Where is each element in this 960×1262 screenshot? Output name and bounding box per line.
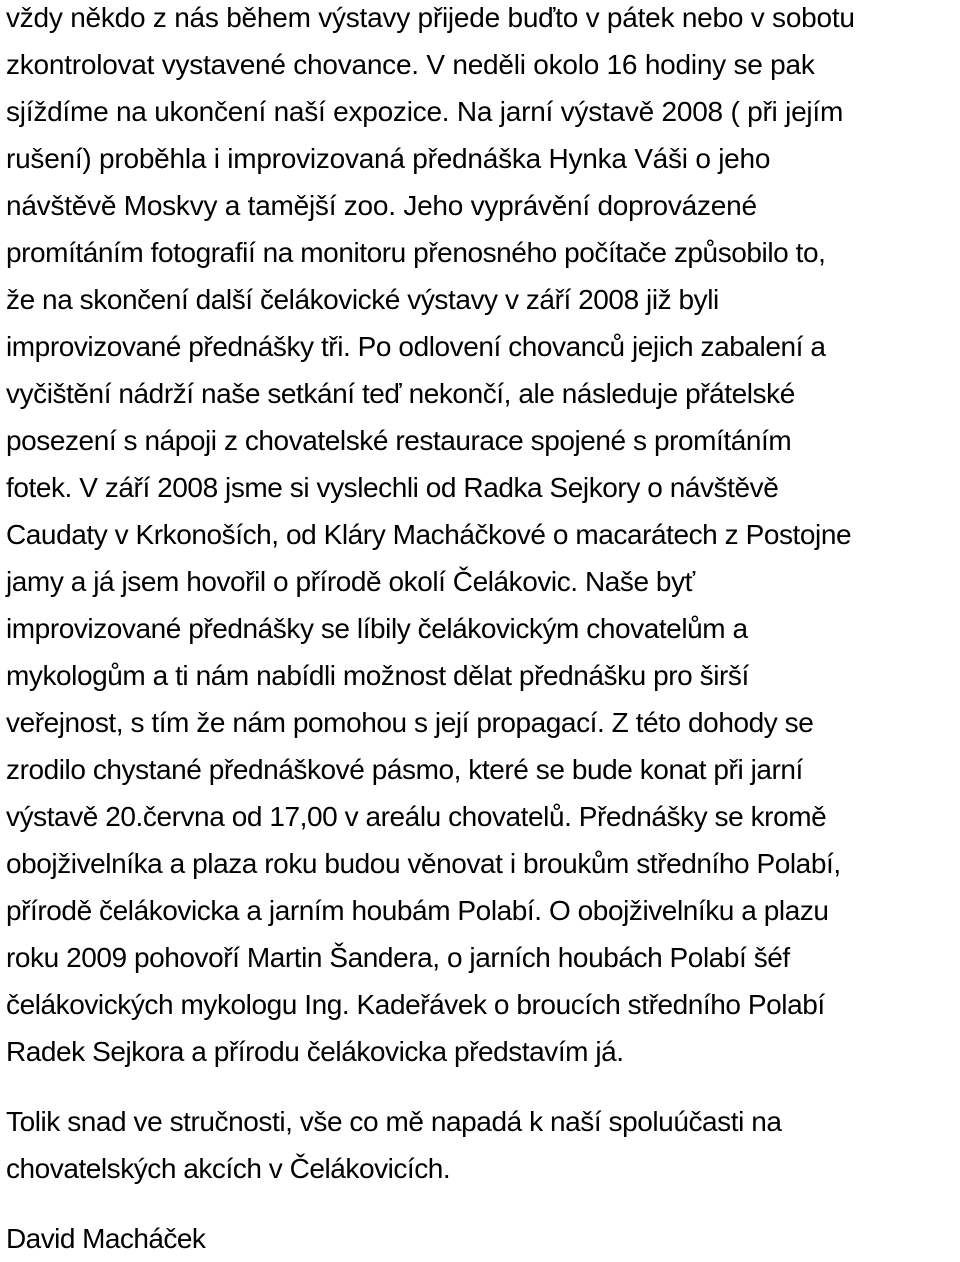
text-line: obojživelníka a plaza roku budou věnovat i broukům středního Polabí,	[6, 848, 841, 879]
text-line: návštěvě Moskvy a tamější zoo. Jeho vyprávění doprovázené	[6, 190, 757, 221]
text-line: improvizované přednášky se líbily čelákovickým chovatelům a	[6, 613, 748, 644]
signature: David Macháček	[6, 1223, 206, 1254]
document-body	[6, 0, 956, 1262]
text-line: Caudaty v Krkonoších, od Kláry Macháčkové o macarátech z Postojne	[6, 519, 852, 550]
text-line: sjíždíme na ukončení naší expozice. Na jarní výstavě 2008 ( při jejím	[6, 96, 844, 127]
text-line: posezení s nápoji z chovatelské restaurace spojené s promítáním	[6, 425, 792, 456]
text-line: jamy a já jsem hovořil o přírodě okolí Čelákovic. Naše byť	[6, 566, 695, 597]
text-line: zrodilo chystané přednáškové pásmo, které se bude konat při jarní	[6, 754, 803, 785]
text-line: vždy někdo z nás během výstavy přijede buďto v pátek nebo v sobotu	[6, 2, 855, 33]
text-line: vyčištění nádrží naše setkání teď nekončí, ale následuje přátelské	[6, 378, 795, 409]
text-line: fotek. V září 2008 jsme si vyslechli od Radka Sejkory o návštěvě	[6, 472, 779, 503]
text-line: Tolik snad ve stručnosti, vše co mě napadá k naší spoluúčasti na	[6, 1106, 782, 1137]
text-line: veřejnost, s tím že nám pomohou s její propagací. Z této dohody se	[6, 707, 814, 738]
text-line: mykologům a ti nám nabídli možnost dělat přednášku pro širší	[6, 660, 749, 691]
text-line: roku 2009 pohovoří Martin Šandera, o jarních houbách Polabí šéf	[6, 942, 790, 973]
text-line: promítáním fotografií na monitoru přenosného počítače způsobilo to,	[6, 237, 826, 268]
text-line: že na skončení další čelákovické výstavy v září 2008 již byli	[6, 284, 719, 315]
text-line: výstavě 20.června od 17,00 v areálu chovatelů. Přednášky se kromě	[6, 801, 827, 832]
text-line: Radek Sejkora a přírodu čelákovicka představím já.	[6, 1036, 624, 1067]
text-line: rušení) proběhla i improvizovaná přednáška Hynka Váši o jeho	[6, 143, 771, 174]
paragraph-spacer	[6, 1075, 956, 1098]
paragraph-1	[6, 0, 956, 1075]
text-line: zkontrolovat vystavené chovance. V neděli okolo 16 hodiny se pak	[6, 49, 815, 80]
text-line: chovatelských akcích v Čelákovicích.	[6, 1153, 451, 1184]
text-line: improvizované přednášky tři. Po odlovení chovanců jejich zabalení a	[6, 331, 826, 362]
paragraph-2	[6, 1098, 956, 1192]
paragraph-spacer	[6, 1192, 956, 1215]
text-line: přírodě čelákovicka a jarním houbám Polabí. O obojživelníku a plazu	[6, 895, 829, 926]
text-line: čelákovických mykologu Ing. Kadeřávek o broucích středního Polabí	[6, 989, 825, 1020]
